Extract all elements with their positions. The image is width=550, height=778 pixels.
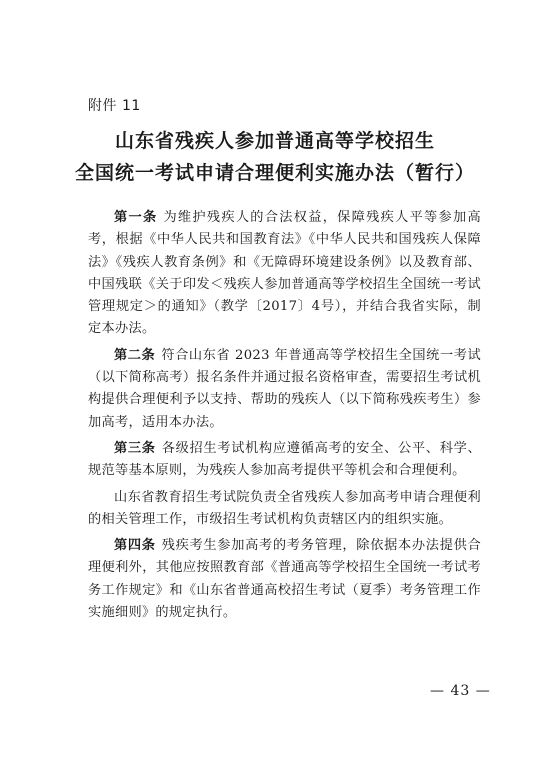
attachment-label: 附件 11 <box>88 98 141 114</box>
document-title-line-1: 山东省残疾人参加普通高等学校招生 <box>114 130 435 152</box>
article-text: 各级招生考试机构应遵循高考的安全、公平、科学、规范等基本原则，为残疾人参加高考提供平等机会和合理便利。 <box>88 440 481 479</box>
article-3-continuation-paragraph <box>88 487 481 532</box>
article-number: 第四条 <box>114 538 156 554</box>
document-body <box>88 207 481 628</box>
article-text: 残疾考生参加高考的考务管理，除依据本办法提供合理便利外，其他应按照教育部《普通高等学校招生全国统一考试考务工作规定》和《山东省普通高校招生考试（夏季）考务管理工作实施细则》的规定执行。 <box>88 538 481 621</box>
article-number: 第三条 <box>114 440 156 456</box>
article-4-paragraph <box>88 535 481 624</box>
article-3-paragraph <box>88 438 481 483</box>
article-text: 为维护残疾人的合法权益，保障残疾人平等参加高考，根据《中华人民共和国教育法》《中华人民共和国残疾人保障法》《残疾人教育条例》和《无障碍环境建设条例》以及教育部、中国残联《关于印发＜残疾人参加普通高等学校招生全国统一考试管理规定＞的通知》（教学〔2017〕4号），并结合我省实际，制定本办法。 <box>88 210 481 337</box>
article-2-paragraph <box>88 345 481 434</box>
page-number: — 43 — <box>430 683 491 699</box>
article-number: 第二条 <box>114 347 156 363</box>
article-number: 第一条 <box>114 210 158 225</box>
paragraph-text: 山东省教育招生考试院负责全省残疾人参加高考申请合理便利的相关管理工作，市级招生考试机构负责辖区内的组织实施。 <box>88 489 481 527</box>
article-text: 符合山东省 2023 年普通高等学校招生全国统一考试（以下简称高考）报名条件并通过报名资格审查，需要招生考试机构提供合理便利予以支持、帮助的残疾人（以下简称残疾考生）参加高考，适用本办法。 <box>88 347 481 430</box>
article-1-paragraph <box>88 207 481 341</box>
document-title-line-2: 全国统一考试申请合理便利实施办法（暂行） <box>74 162 475 184</box>
